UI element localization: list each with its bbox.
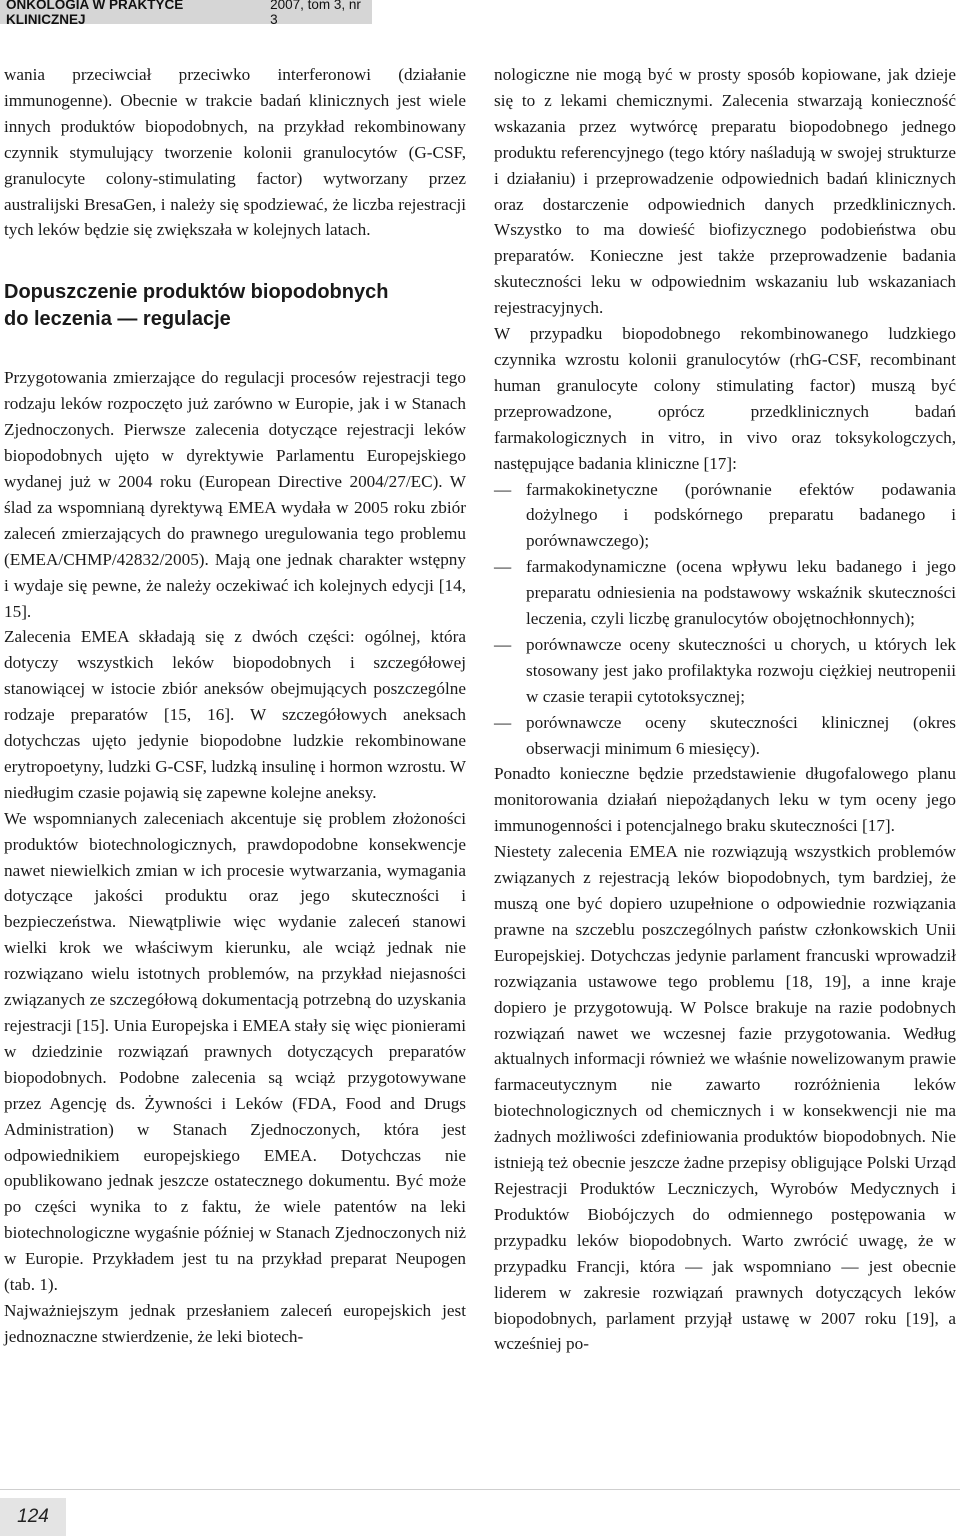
paragraph: wania przeciwciał przeciwko interferonowi (działanie immunogenne). Obecnie w trakcie badań klinicznych jest wiele innych produktów biopodobnych, na przykład rekombinowany czynnik stymulujący tworzenie kolonii granulocytów (G-CSF, granulocyte colony-stimulating factor) wytworzany przez australijski BresaGen, i należy się spodziewać, że liczba rejestracji tych leków będzie się zwiększała w kolejnych latach. — [4, 65, 466, 240]
paragraph: Najważniejszym jednak przesłaniem zaleceń europejskich jest jednoznaczne stwierdzenie, że leki biotech- — [4, 1300, 466, 1346]
journal-issue: 2007, tom 3, nr 3 — [270, 0, 361, 27]
list-item: — porównawcze oceny skuteczności klinicznej (okres obserwacji minimum 6 miesięcy). — [494, 710, 956, 762]
page-number: 124 — [0, 1498, 66, 1536]
paragraph: Przygotowania zmierzające do regulacji procesów rejestracji tego rodzaju leków rozpoczęto już zarówno w Europie, jak i w Stanach Zjednoczonych. Pierwsze zalecenia dotyczące rejestracji leków biopodobnych ujęto w dyrektywie Parlamentu Europejskiego wydanej już w 2004 roku (European Directive 2004/27/EC). W ślad za wspomnianą dyrektywą EMEA wydała w 2005 roku zbiór zaleceń zmierzających do prawnego uregulowania tego problemu (EMEA/CHMP/42832/2005). Mają one jednak charakter wstępny i wydaje się pewne, że należy oczekiwać ich kolejnych edycji [14, 15]. — [4, 368, 466, 621]
paragraph: W przypadku biopodobnego rekombinowanego ludzkiego czynnika wzrostu kolonii granulocytów (rhG-CSF, recombinant human granulocyte colony stimulating factor) muszą być przeprowadzone, oprócz przedklinicznych badań farmakologicznych in vitro, in vivo oraz toksykologczych, następujące badania kliniczne [17]: — [494, 324, 956, 473]
right-column — [494, 62, 956, 1357]
paragraph: nologiczne nie mogą być w prosty sposób kopiowane, jak dzieje się to z lekami chemicznymi. Zalecenia stwarzają konieczność wskazania przez wytwórcę preparatu biopodobnego jednego produktu referencyjnego (tego który naśladują w swojej strukturze i działaniu) i przeprowadzenie odpowiednich badań klinicznych oraz dostarczenie odpowiednich danych przedklinicznych. Wszystko to ma dowieść biofizycznego podobieństwa obu preparatów. Konieczne jest także przeprowadzenie badania skuteczności leku w odpowiednim wskazaniu lub wskazaniach rejestracyjnych. — [494, 65, 956, 318]
paragraph: We wspomnianych zaleceniach akcentuje się problem złożoności produktów biotechnologicznych, prawdopodobne konsekwencje nawet niewielkich zmian w ich procesie wytwarzania, wymagania dotyczące jakości produktu oraz jego skuteczności i bezpieczeństwa. Niewątpliwie więc wydanie zaleceń stanowi wielki krok we właściwym kierunku, ale wciąż jednak nie rozwiązano wielu istotnych problemów, na przykład niejasności związanych ze szczegółową dokumentacją potrzebną do uzyskania rejestracji [15]. Unia Europejska i EMEA stały się więc pionierami w dziedzinie rozwiązań prawnych dotyczących preparatów biopodobnych. Podobne zalecenia są wciąż przygotowywane przez Agencję ds. Żywności i Leków (FDA, Food and Drugs Administration) w Stanach Zjednoczonych, która jest odpowiednikiem europejskiego EMEA. Dotychczas nie opublikowano jednak jeszcze ostatecznego dokumentu. Być może po części wynika to z faktu, że wiele patentów na leki biotechnologiczne wygaśnie później w Stanach Zjednoczonych niż w Europie. Przykładem jest tu na przykład preparat Neupogen (tab. 1). — [4, 808, 466, 1295]
list-item: — farmakodynamiczne (ocena wpływu leku badanego i jego preparatu odniesienia na podstawowy wskaźnik skuteczności leczenia, czyli liczbę granulocytów obojętnochłonnych); — [494, 554, 956, 632]
list-item: — farmakokinetyczne (porównanie efektów podawania dożylnego i podskórnego preparatu badanego i porównawczego); — [494, 477, 956, 555]
paragraph: Zalecenia EMEA składają się z dwóch części: ogólnej, która dotyczy wszystkich leków biopodobnych i szczegółowej stanowiącej w istocie zbiór aneksów obejmujących poszczególne rodzaje preparatów [15, 16]. W szczegółowych aneksach dotychczas ujęto jedynie biopodobne ludzkie rekombinowane erytropoetyny, ludzki G-CSF, ludzką insulinę i hormon wzrostu. W niedługim czasie pojawią się zapewne kolejne aneksy. — [4, 627, 466, 802]
footer-divider — [0, 1489, 960, 1490]
left-column — [4, 62, 466, 1350]
clinical-trials-list — [494, 477, 956, 762]
paragraph: Niestety zalecenia EMEA nie rozwiązują wszystkich problemów związanych z rejestracją leków biopodobnych, tym bardziej, że muszą one być dopiero uzupełnione o odpowiednie rozwiązania prawne na szczeblu poszczególnych państw członkowskich Unii Europejskiej. Dotychczas jedynie parlament francuski wprowadził rozwiązania ustawowe tego problemu [18, 19], a inne kraje dopiero je przygotowują. W Polsce brakuje na razie podobnych rozwiązań nawet we wczesnej fazie przygotowania. Według aktualnych informacji również we właśnie nowelizowanym prawie farmaceutycznym nie zawarto rozróżnienia leków biotechnologicznych od chemicznych i w konsekwencji nie ma żadnych możliwości zdefiniowania produktów biopodobnych. Nie istnieją też obecnie jeszcze żadne przepisy obligujące Polski Urząd Rejestracji Produktów Leczniczych, Wyrobów Medycznych i Produktów Biobójczych do odmiennego postępowania w przypadku leków biopodobnych. Warto zwrócić uwagę, że w przypadku Francji, która — jak wspomniano — jest obecnie liderem w zakresie rozwiązań prawnych dotyczących leków biopodobnych, parlament przyjął ustawę w 2007 roku [19], a wcześniej po- — [494, 842, 956, 1354]
section-heading-line: Dopuszczenie produktów biopodobnych — [4, 281, 389, 304]
paragraph: Ponadto konieczne będzie przedstawienie długofalowego planu monitorowania działań niepożądanych leku w tym oceny jego immunogenności i potencjalnego braku skuteczności [17]. — [494, 764, 956, 836]
section-heading-line: do leczenia — regulacje — [4, 308, 231, 331]
section-heading — [4, 279, 466, 333]
journal-title: ONKOLOGIA W PRAKTYCE KLINICZNEJ — [6, 0, 184, 27]
running-header — [0, 0, 372, 27]
list-item: — porównawcze oceny skuteczności u chorych, u których lek stosowany jest jako profilaktyka rozwoju ciężkiej neutropenii w czasie terapii cytotoksycznej; — [494, 632, 956, 710]
